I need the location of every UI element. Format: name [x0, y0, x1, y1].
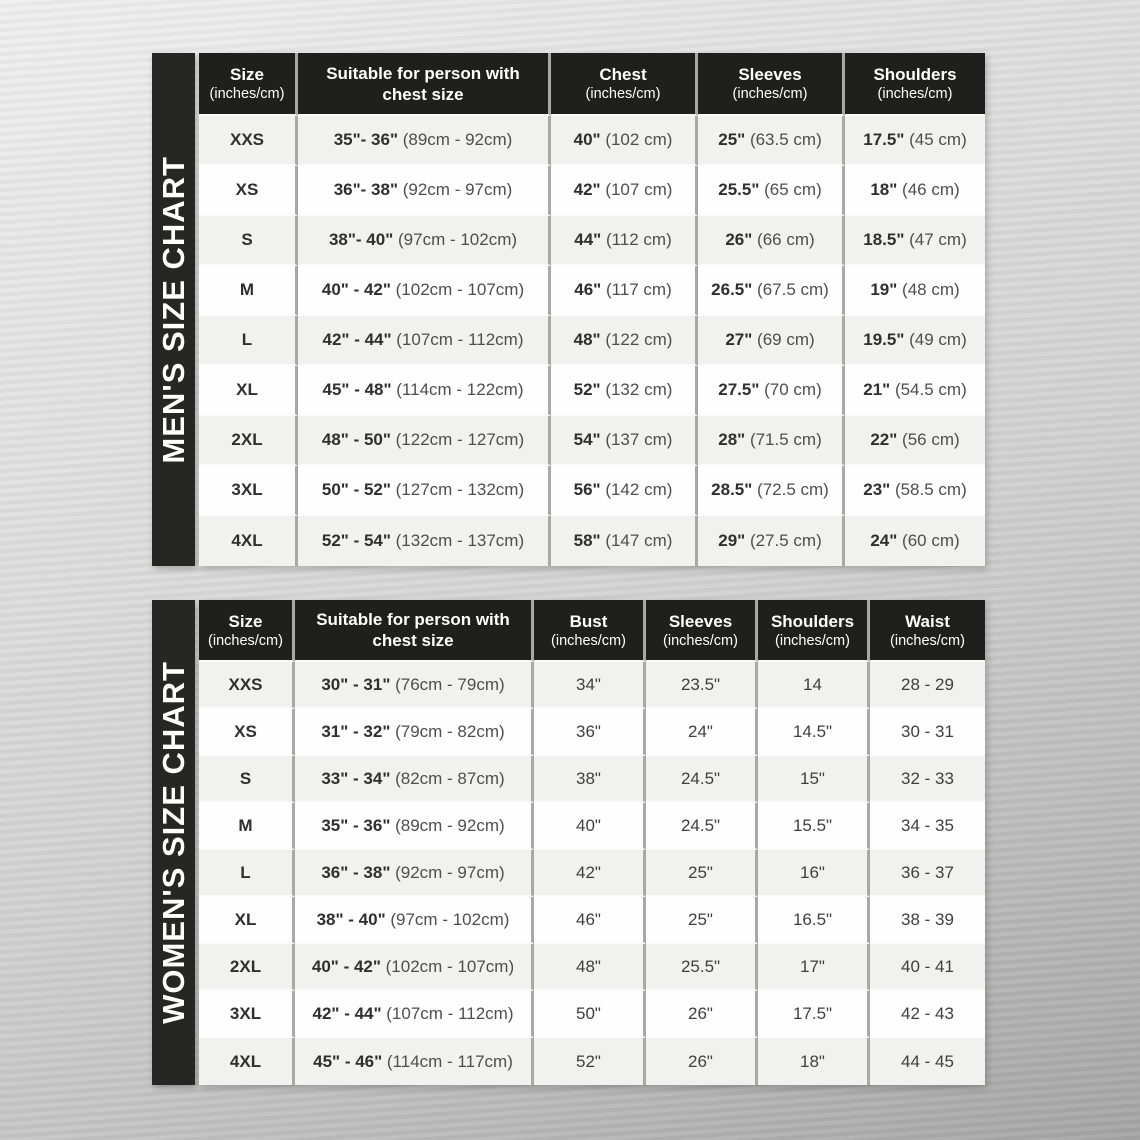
sleeves-value-inches: 28" — [718, 430, 746, 449]
sleeves-cell: 26" — [646, 991, 758, 1038]
suitable-value-inches: 33" - 34" — [321, 768, 391, 788]
womens-size-chart — [152, 600, 985, 1085]
womens-table-body — [199, 662, 985, 1085]
shoulders-cell: 16" — [758, 850, 870, 897]
bust-cell: 38" — [534, 756, 646, 803]
chest-cell — [551, 216, 698, 266]
suitable-cell — [295, 897, 534, 944]
size-cell: 3XL — [199, 991, 295, 1038]
size-cell: XS — [199, 709, 295, 756]
column-title: Size — [229, 65, 265, 84]
waist-cell: 28 - 29 — [870, 662, 985, 709]
table-row — [199, 803, 985, 850]
suitable-cell — [298, 366, 551, 416]
suitable-cell — [298, 416, 551, 466]
suitable-cell — [298, 316, 551, 366]
sleeves-cell: 24" — [646, 709, 758, 756]
sleeves-cell — [698, 216, 845, 266]
chest-cell — [551, 266, 698, 316]
shoulders-value-inches: 17.5" — [863, 130, 905, 149]
shoulders-value-cm: (47 cm) — [904, 230, 967, 249]
bust-cell: 36" — [534, 709, 646, 756]
column-header-suitable — [295, 600, 534, 662]
sleeves-cell — [698, 516, 845, 566]
chest-value-cm: (132 cm) — [600, 380, 673, 399]
waist-cell: 42 - 43 — [870, 991, 985, 1038]
suitable-cell — [298, 116, 551, 166]
womens-size-table — [199, 600, 985, 1085]
waist-cell: 40 - 41 — [870, 944, 985, 991]
column-header-sleeves — [698, 53, 845, 116]
suitable-value-inches: 36" - 38" — [321, 862, 391, 882]
sleeves-cell — [698, 416, 845, 466]
column-subtitle: (inches/cm) — [775, 632, 850, 649]
shoulders-cell — [845, 116, 985, 166]
shoulders-cell: 14 — [758, 662, 870, 709]
suitable-value-cm: (97cm - 102cm) — [393, 230, 518, 249]
column-title: Chest — [599, 65, 647, 84]
suitable-cell — [298, 166, 551, 216]
column-subtitle: (inches/cm) — [551, 632, 626, 649]
size-cell: S — [199, 216, 298, 266]
suitable-value-inches: 42" - 44" — [322, 330, 392, 349]
suitable-value-cm: (92cm - 97cm) — [390, 862, 505, 882]
suitable-cell — [298, 466, 551, 516]
suitable-value-inches: 52" - 54" — [321, 531, 391, 550]
size-cell: L — [199, 850, 295, 897]
mens-chart-side-label: MEN'S SIZE CHART — [155, 155, 191, 464]
shoulders-cell: 17" — [758, 944, 870, 991]
sleeves-cell: 23.5" — [646, 662, 758, 709]
size-cell: 4XL — [199, 516, 298, 566]
suitable-cell — [295, 944, 534, 991]
waist-cell: 30 - 31 — [870, 709, 985, 756]
chest-value-cm: (142 cm) — [600, 480, 673, 499]
suitable-value-inches: 35"- 36" — [333, 130, 399, 149]
suitable-value-inches: 45" - 46" — [313, 1051, 383, 1071]
table-row — [199, 166, 985, 216]
size-cell: XL — [199, 366, 298, 416]
column-title: Waist — [905, 611, 950, 631]
suitable-cell — [298, 266, 551, 316]
suitable-value-cm: (107cm - 112cm) — [381, 1003, 514, 1023]
sleeves-value-cm: (65 cm) — [759, 180, 822, 199]
chest-value-cm: (137 cm) — [600, 430, 673, 449]
suitable-value-cm: (122cm - 127cm) — [390, 430, 525, 449]
column-title: Suitable for person with chest size — [326, 63, 520, 104]
column-title: Suitable for person with chest size — [316, 610, 510, 650]
shoulders-cell: 18" — [758, 1038, 870, 1085]
sleeves-cell — [698, 266, 845, 316]
bust-cell: 34" — [534, 662, 646, 709]
sleeves-value-inches: 25.5" — [718, 180, 760, 199]
mens-table-body — [199, 116, 985, 566]
suitable-value-inches: 36"- 38" — [333, 180, 399, 199]
suitable-value-inches: 40" - 42" — [321, 280, 391, 299]
size-cell: M — [199, 803, 295, 850]
bust-cell: 40" — [534, 803, 646, 850]
mens-header-row — [199, 53, 985, 116]
shoulders-cell — [845, 316, 985, 366]
suitable-cell — [298, 516, 551, 566]
table-row — [199, 756, 985, 803]
shoulders-value-inches: 18.5" — [863, 230, 905, 249]
shoulders-cell — [845, 266, 985, 316]
sleeves-cell — [698, 316, 845, 366]
sleeves-value-cm: (71.5 cm) — [745, 430, 822, 449]
suitable-value-cm: (82cm - 87cm) — [390, 768, 505, 788]
shoulders-cell — [845, 516, 985, 566]
suitable-value-cm: (114cm - 122cm) — [391, 380, 524, 399]
column-subtitle: (inches/cm) — [663, 632, 738, 649]
table-row — [199, 316, 985, 366]
table-row — [199, 366, 985, 416]
bust-cell: 46" — [534, 897, 646, 944]
suitable-value-inches: 38" - 40" — [316, 909, 386, 929]
waist-cell: 38 - 39 — [870, 897, 985, 944]
sleeves-cell — [698, 116, 845, 166]
column-title: Sleeves — [668, 611, 733, 631]
chest-value-cm: (147 cm) — [600, 531, 673, 550]
suitable-value-inches: 40" - 42" — [311, 956, 381, 976]
chest-value-inches: 40" — [573, 130, 601, 149]
chest-value-inches: 56" — [573, 480, 601, 499]
suitable-value-cm: (89cm - 92cm) — [398, 130, 513, 149]
chest-cell — [551, 166, 698, 216]
shoulders-value-inches: 19.5" — [863, 330, 905, 349]
table-row — [199, 216, 985, 266]
sleeves-cell: 25.5" — [646, 944, 758, 991]
table-row — [199, 944, 985, 991]
column-header-waist — [870, 600, 985, 662]
sleeves-cell: 26" — [646, 1038, 758, 1085]
shoulders-value-cm: (54.5 cm) — [890, 380, 967, 399]
table-row — [199, 266, 985, 316]
shoulders-cell: 14.5" — [758, 709, 870, 756]
suitable-cell — [295, 1038, 534, 1085]
shoulders-value-inches: 23" — [863, 480, 891, 499]
sleeves-value-inches: 28.5" — [711, 480, 753, 499]
chest-cell — [551, 416, 698, 466]
chest-value-inches: 58" — [573, 531, 601, 550]
sleeves-value-cm: (63.5 cm) — [745, 130, 822, 149]
chest-value-cm: (122 cm) — [600, 330, 673, 349]
mens-chart-side-bar — [152, 53, 195, 566]
column-title: Size — [228, 611, 263, 631]
size-cell: S — [199, 756, 295, 803]
column-header-shoulders — [845, 53, 985, 116]
suitable-value-inches: 35" - 36" — [321, 815, 391, 835]
shoulders-value-cm: (60 cm) — [897, 531, 960, 550]
waist-cell: 32 - 33 — [870, 756, 985, 803]
shoulders-value-inches: 24" — [870, 531, 898, 550]
shoulders-value-cm: (56 cm) — [897, 430, 960, 449]
sleeves-cell: 25" — [646, 850, 758, 897]
suitable-value-inches: 50" - 52" — [321, 480, 391, 499]
column-title: Bust — [569, 611, 608, 631]
column-header-chest — [551, 53, 698, 116]
suitable-value-cm: (89cm - 92cm) — [390, 815, 505, 835]
waist-cell: 44 - 45 — [870, 1038, 985, 1085]
table-row — [199, 850, 985, 897]
suitable-cell — [295, 850, 534, 897]
sleeves-cell — [698, 166, 845, 216]
chest-value-cm: (107 cm) — [600, 180, 673, 199]
suitable-value-cm: (127cm - 132cm) — [390, 480, 525, 499]
suitable-cell — [295, 662, 534, 709]
size-cell: L — [199, 316, 298, 366]
chest-value-inches: 52" — [573, 380, 601, 399]
sleeves-value-inches: 25" — [718, 130, 746, 149]
size-cell: 2XL — [199, 944, 295, 991]
chest-value-cm: (112 cm) — [601, 230, 672, 249]
bust-cell: 50" — [534, 991, 646, 1038]
chest-cell — [551, 316, 698, 366]
shoulders-cell: 15.5" — [758, 803, 870, 850]
column-subtitle: (inches/cm) — [890, 632, 965, 649]
table-row — [199, 466, 985, 516]
sleeves-cell — [698, 466, 845, 516]
suitable-cell — [295, 756, 534, 803]
suitable-value-inches: 42" - 44" — [312, 1003, 382, 1023]
shoulders-cell — [845, 216, 985, 266]
suitable-value-inches: 31" - 32" — [321, 721, 391, 741]
size-cell: M — [199, 266, 298, 316]
suitable-value-cm: (114cm - 117cm) — [382, 1051, 513, 1071]
column-title: Shoulders — [873, 65, 957, 84]
shoulders-value-cm: (45 cm) — [904, 130, 967, 149]
chest-cell — [551, 516, 698, 566]
chest-value-cm: (117 cm) — [601, 280, 672, 299]
sleeves-value-inches: 26" — [725, 230, 753, 249]
table-row — [199, 662, 985, 709]
shoulders-cell: 17.5" — [758, 991, 870, 1038]
bust-cell: 52" — [534, 1038, 646, 1085]
suitable-value-inches: 48" - 50" — [321, 430, 391, 449]
shoulders-cell — [845, 416, 985, 466]
sleeves-value-cm: (27.5 cm) — [745, 531, 822, 550]
sleeves-value-cm: (69 cm) — [752, 330, 815, 349]
suitable-cell — [295, 991, 534, 1038]
sleeves-value-inches: 29" — [718, 531, 746, 550]
suitable-cell — [298, 216, 551, 266]
shoulders-cell — [845, 466, 985, 516]
size-cell: XS — [199, 166, 298, 216]
column-title: Sleeves — [738, 65, 802, 84]
table-row — [199, 709, 985, 756]
womens-chart-side-label: WOMEN'S SIZE CHART — [155, 661, 191, 1024]
mens-size-table — [199, 53, 985, 566]
shoulders-value-cm: (48 cm) — [897, 280, 960, 299]
chest-value-inches: 54" — [573, 430, 601, 449]
shoulders-cell: 16.5" — [758, 897, 870, 944]
sleeves-value-cm: (72.5 cm) — [752, 480, 829, 499]
sleeves-cell — [698, 366, 845, 416]
mens-size-chart — [152, 53, 985, 566]
womens-header-row — [199, 600, 985, 662]
shoulders-value-inches: 22" — [870, 430, 898, 449]
suitable-value-cm: (107cm - 112cm) — [391, 330, 524, 349]
chest-value-cm: (102 cm) — [600, 130, 673, 149]
column-header-shoulders — [758, 600, 870, 662]
table-row — [199, 416, 985, 466]
column-header-sleeves — [646, 600, 758, 662]
chest-value-inches: 42" — [573, 180, 601, 199]
sleeves-value-inches: 27.5" — [718, 380, 760, 399]
sleeves-value-inches: 27" — [725, 330, 753, 349]
shoulders-cell — [845, 166, 985, 216]
waist-cell: 36 - 37 — [870, 850, 985, 897]
sleeves-value-inches: 26.5" — [711, 280, 753, 299]
table-row — [199, 116, 985, 166]
chest-cell — [551, 366, 698, 416]
column-subtitle: (inches/cm) — [877, 86, 953, 102]
suitable-value-cm: (76cm - 79cm) — [390, 674, 505, 694]
suitable-cell — [295, 803, 534, 850]
suitable-value-cm: (97cm - 102cm) — [385, 909, 510, 929]
suitable-value-cm: (92cm - 97cm) — [398, 180, 513, 199]
shoulders-value-inches: 21" — [863, 380, 891, 399]
chest-value-inches: 48" — [573, 330, 601, 349]
suitable-value-cm: (102cm - 107cm) — [390, 280, 525, 299]
bust-cell: 42" — [534, 850, 646, 897]
sleeves-value-cm: (70 cm) — [759, 380, 822, 399]
size-cell: XXS — [199, 116, 298, 166]
bust-cell: 48" — [534, 944, 646, 991]
column-title: Shoulders — [770, 611, 855, 631]
suitable-value-cm: (79cm - 82cm) — [390, 721, 505, 741]
table-row — [199, 1038, 985, 1085]
chest-cell — [551, 466, 698, 516]
size-cell: XXS — [199, 662, 295, 709]
table-row — [199, 991, 985, 1038]
sleeves-value-cm: (67.5 cm) — [752, 280, 829, 299]
sleeves-cell: 25" — [646, 897, 758, 944]
size-cell: 4XL — [199, 1038, 295, 1085]
chest-value-inches: 46" — [574, 280, 602, 299]
size-cell: 3XL — [199, 466, 298, 516]
table-row — [199, 516, 985, 566]
suitable-value-cm: (132cm - 137cm) — [390, 531, 525, 550]
shoulders-value-inches: 19" — [870, 280, 898, 299]
suitable-value-inches: 30" - 31" — [321, 674, 391, 694]
column-subtitle: (inches/cm) — [209, 86, 285, 102]
size-cell: 2XL — [199, 416, 298, 466]
column-header-suitable — [298, 53, 551, 116]
sleeves-value-cm: (66 cm) — [752, 230, 815, 249]
shoulders-value-cm: (58.5 cm) — [890, 480, 967, 499]
sleeves-cell: 24.5" — [646, 756, 758, 803]
womens-chart-side-bar — [152, 600, 195, 1085]
column-header-size — [199, 600, 295, 662]
shoulders-value-cm: (46 cm) — [897, 180, 960, 199]
chest-cell — [551, 116, 698, 166]
suitable-value-inches: 45" - 48" — [322, 380, 392, 399]
suitable-cell — [295, 709, 534, 756]
column-header-bust — [534, 600, 646, 662]
shoulders-value-cm: (49 cm) — [904, 330, 967, 349]
column-subtitle: (inches/cm) — [732, 86, 808, 102]
table-row — [199, 897, 985, 944]
sleeves-cell: 24.5" — [646, 803, 758, 850]
waist-cell: 34 - 35 — [870, 803, 985, 850]
shoulders-cell: 15" — [758, 756, 870, 803]
shoulders-cell — [845, 366, 985, 416]
suitable-value-cm: (102cm - 107cm) — [380, 956, 515, 976]
column-subtitle: (inches/cm) — [585, 86, 661, 102]
size-cell: XL — [199, 897, 295, 944]
column-subtitle: (inches/cm) — [208, 632, 283, 649]
chest-value-inches: 44" — [574, 230, 602, 249]
shoulders-value-inches: 18" — [870, 180, 898, 199]
column-header-size — [199, 53, 298, 116]
suitable-value-inches: 38"- 40" — [328, 230, 394, 249]
